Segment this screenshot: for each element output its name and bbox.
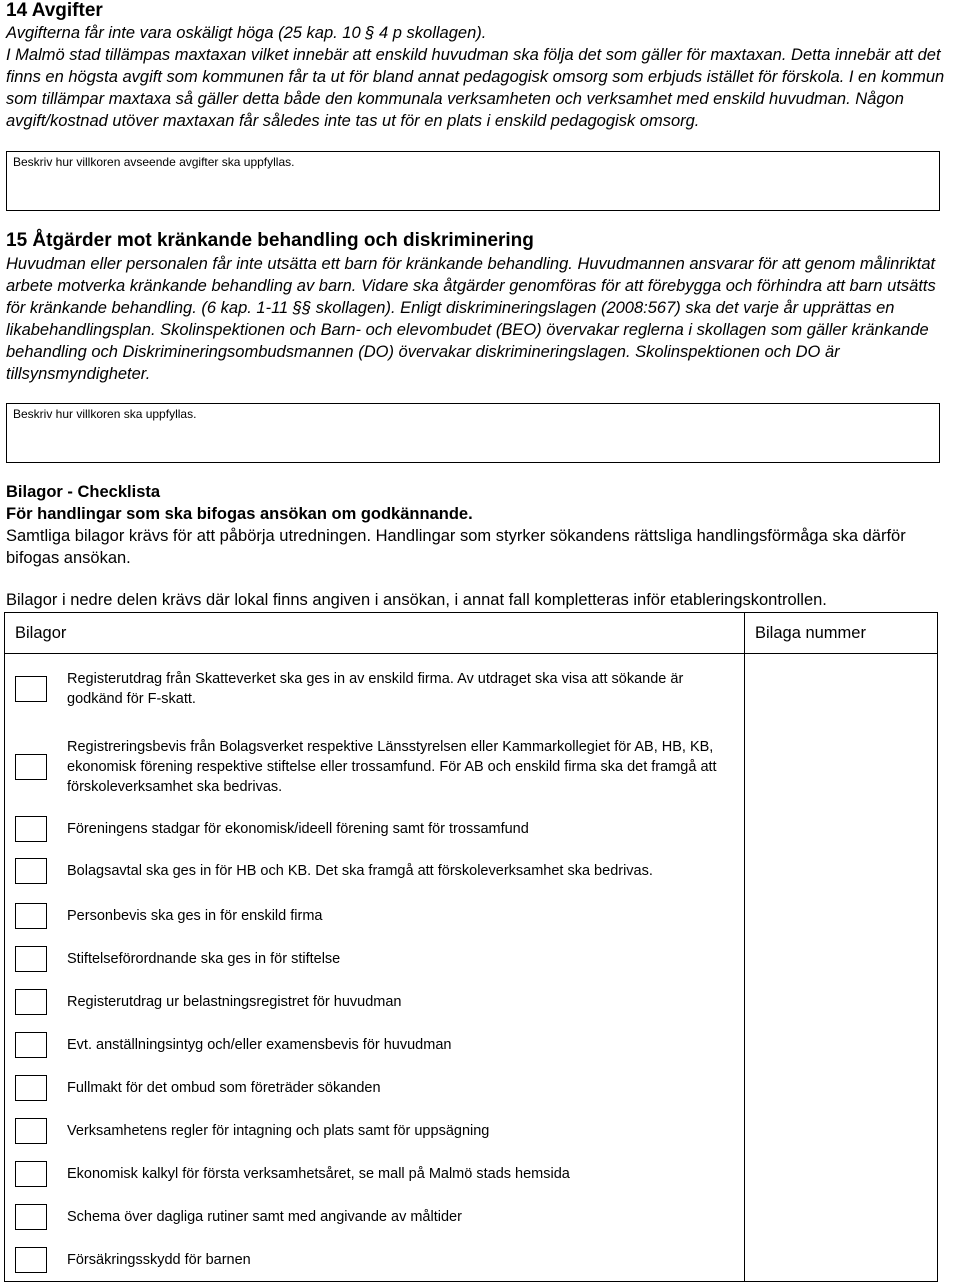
column-header-documents: Bilagor [5,613,745,654]
checklist-row [5,724,938,809]
checklist-item-label: Personbevis ska ges in för enskild firma [67,907,323,924]
checkbox[interactable] [15,816,47,842]
checkbox[interactable] [15,1118,47,1144]
checklist-item-label: Evt. anställningsintyg och/eller examensbevis för huvudman [67,1036,452,1053]
appendix-number-cell[interactable] [745,848,938,894]
section-15-answer-hint: Beskriv hur villkoren ska uppfyllas. [13,407,197,421]
section-15-body [6,253,956,385]
section-14-answer-field[interactable] [6,151,940,211]
checklist-row [5,848,938,894]
section-14-title: 14 Avgifter [6,0,103,21]
section-14-body [6,22,951,132]
section-14-paragraph-1: Avgifterna får inte vara oskäligt höga (25 kap. 10 § 4 p skollagen). [6,24,487,42]
appendix-number-cell[interactable] [745,654,938,725]
checkbox[interactable] [15,946,47,972]
checklist-item-label: Försäkringsskydd för barnen [67,1251,251,1268]
checklist-item-label: Registerutdrag ur belastningsregistret för huvudman [67,993,402,1010]
checklist-row [5,1195,938,1238]
checklist-item-label: Registerutdrag från Skatteverket ska ges in av enskild firma. Av utdraget ska visa att sökande är godkänd för F-skatt. [67,671,684,707]
checkbox[interactable] [15,754,47,780]
section-15-answer-field[interactable] [6,403,940,463]
appendix-intro: Samtliga bilagor krävs för att påbörja utredningen. Handlingar som styrker sökandens rättsliga handlingsförmåga ska därför bifogas ansökan. [6,527,906,567]
appendix-number-cell[interactable] [745,1023,938,1066]
section-14-answer-hint: Beskriv hur villkoren avseende avgifter ska uppfyllas. [13,155,295,169]
checkbox[interactable] [15,676,47,702]
checklist-item-label: Ekonomisk kalkyl för första verksamhetsåret, se mall på Malmö stads hemsida [67,1165,570,1182]
checklist-row [5,654,938,725]
checklist-item-label: Stiftelseförordnande ska ges in för stiftelse [67,950,341,967]
checklist-row [5,1109,938,1152]
appendix-number-cell[interactable] [745,937,938,980]
checklist-item-label: Föreningens stadgar för ekonomisk/ideell förening samt för trossamfund [67,820,529,837]
checklist-row [5,1023,938,1066]
appendix-title: Bilagor - Checklista [6,483,161,501]
appendix-note: Bilagor i nedre delen krävs där lokal finns angiven i ansökan, i annat fall kompletteras inför etableringskontrollen. [6,591,827,609]
section-14-paragraph-2: I Malmö stad tillämpas maxtaxan vilket innebär att enskild huvudman ska följa det som gäller för maxtaxan. Detta innebär att det finns en högsta avgift som kommunen får ta ut för bland annat pedagogisk omsorg som erbjuds istället för förskola. I en kommun som tillämpar maxtaxa så gäller detta både den kommunala verksamheten och verksamhet med enskild huvudman. Någon avgift/kostnad utöver maxtaxan får således inte tas ut för en plats i enskild pedagogisk omsorg. [6,46,945,130]
checklist-item-label: Verksamhetens regler för intagning och plats samt för uppsägning [67,1122,490,1139]
checkbox[interactable] [15,1075,47,1101]
appendix-number-cell[interactable] [745,1152,938,1195]
checkbox[interactable] [15,1204,47,1230]
appendix-number-cell[interactable] [745,1109,938,1152]
checklist-item-label: Registreringsbevis från Bolagsverket respektive Länsstyrelsen eller Kammarkollegiet för AB, HB, KB, ekonomisk förening respektive stiftelse eller trossamfund. För AB och enskild firma ska det framgå att förskoleverksamhet ska bedrivas. [67,738,717,795]
checklist-row [5,894,938,937]
column-header-number: Bilaga nummer [745,613,938,654]
checklist-item-label: Fullmakt för det ombud som företräder sökanden [67,1079,381,1096]
appendix-number-cell[interactable] [745,980,938,1023]
checkbox[interactable] [15,1032,47,1058]
section-15-title: 15 Åtgärder mot kränkande behandling och diskriminering [6,230,534,251]
appendix-number-cell[interactable] [745,1238,938,1282]
checkbox[interactable] [15,1161,47,1187]
appendix-subtitle: För handlingar som ska bifogas ansökan om godkännande. [6,505,473,523]
checklist-row [5,1238,938,1282]
checklist-row [5,1152,938,1195]
appendix-number-cell[interactable] [745,809,938,848]
checkbox[interactable] [15,989,47,1015]
checkbox[interactable] [15,1247,47,1273]
checklist-row [5,937,938,980]
appendix-number-cell[interactable] [745,894,938,937]
section-15-paragraph: Huvudman eller personalen får inte utsätta ett barn för kränkande behandling. Huvudmannen ansvarar för att genom målinriktat arbete motverka kränkande behandling av barn. Vidare ska åtgärder genomföras för att förebygga och förhindra att barn utsätts för kränkande behandling. (6 kap. 1-11 §§ skollagen). Enligt diskrimineringslagen (2008:567) ska det varje år upprättas en likabehandlingsplan. Skolinspektionen och Barn- och elevombudet (BEO) övervakar reglerna i skollagen som gäller kränkande behandling och Diskrimineringsombudsmannen (DO) övervakar diskrimineringslagen. Skolinspektionen och DO är tillsynsmyndigheter. [6,255,936,383]
checklist-row [5,809,938,848]
appendix-number-cell[interactable] [745,1195,938,1238]
checklist-item-label: Schema över dagliga rutiner samt med angivande av måltider [67,1208,462,1225]
appendix-number-cell[interactable] [745,724,938,809]
appendix-checklist-table [4,612,938,1282]
checkbox[interactable] [15,903,47,929]
checklist-row [5,980,938,1023]
appendix-number-cell[interactable] [745,1066,938,1109]
checkbox[interactable] [15,858,47,884]
checklist-row [5,1066,938,1109]
checklist-item-label: Bolagsavtal ska ges in för HB och KB. Det ska framgå att förskoleverksamhet ska bedrivas. [67,863,653,879]
